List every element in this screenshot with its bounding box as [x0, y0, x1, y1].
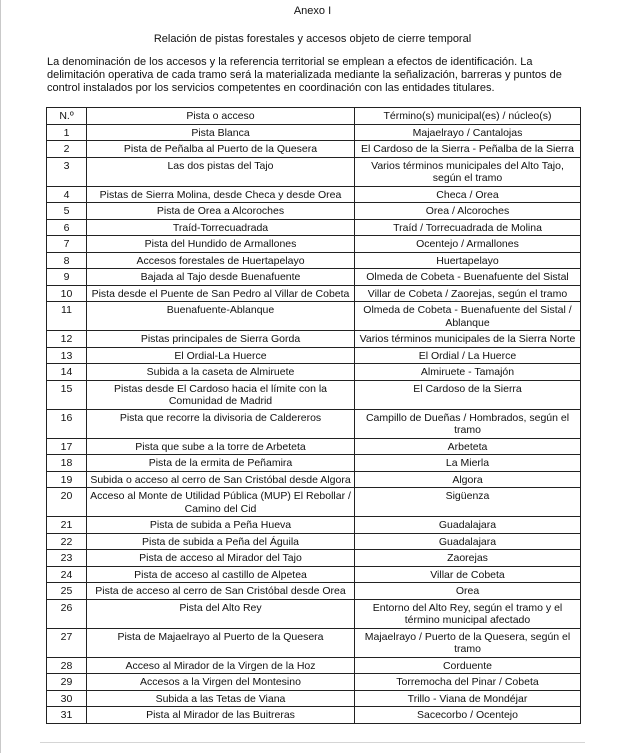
- road-name: Accesos forestales de Huertapelayo: [87, 252, 355, 269]
- municipality: Majaelrayo / Cantalojas: [355, 124, 581, 141]
- row-number: 1: [47, 124, 87, 141]
- road-name: Pista del Alto Rey: [87, 599, 355, 628]
- header-road: Pista o acceso: [87, 108, 355, 125]
- row-number: 24: [47, 566, 87, 583]
- municipality: El Ordial / La Huerce: [355, 347, 581, 364]
- row-number: 18: [47, 455, 87, 472]
- road-name: Pista que recorre la divisoria de Caldereros: [87, 409, 355, 438]
- table-row: [47, 566, 581, 583]
- row-number: 28: [47, 657, 87, 674]
- page-edge-line: [0, 0, 1, 753]
- table-row: [47, 236, 581, 253]
- row-number: 8: [47, 252, 87, 269]
- row-number: 25: [47, 583, 87, 600]
- row-number: 19: [47, 471, 87, 488]
- municipality: Guadalajara: [355, 533, 581, 550]
- table-row: [47, 203, 581, 220]
- table-row: [47, 657, 581, 674]
- table-row: [47, 302, 581, 331]
- municipality: Zaorejas: [355, 550, 581, 567]
- table-row: [47, 674, 581, 691]
- municipality: Ocentejo / Armallones: [355, 236, 581, 253]
- municipality: Orea: [355, 583, 581, 600]
- road-name: Pistas desde El Cardoso hacia el límite con la Comunidad de Madrid: [87, 380, 355, 409]
- municipality: Orea / Alcoroches: [355, 203, 581, 220]
- row-number: 31: [47, 707, 87, 724]
- municipality: Traíd / Torrecuadrada de Molina: [355, 219, 581, 236]
- table-row: [47, 141, 581, 158]
- row-number: 3: [47, 157, 87, 186]
- table-header-row: [47, 108, 581, 125]
- row-number: 7: [47, 236, 87, 253]
- municipality: Entorno del Alto Rey, según el tramo y el término municipal afectado: [355, 599, 581, 628]
- municipality: Algora: [355, 471, 581, 488]
- municipality: Olmeda de Cobeta - Buenafuente del Sistal: [355, 269, 581, 286]
- municipality: Varios términos municipales de la Sierra Norte: [355, 331, 581, 348]
- municipality: Campillo de Dueñas / Hombrados, según el tramo: [355, 409, 581, 438]
- footer-divider: [40, 742, 585, 743]
- municipality: Sacecorbo / Ocentejo: [355, 707, 581, 724]
- row-number: 2: [47, 141, 87, 158]
- header-municipality: Término(s) municipal(es) / núcleo(s): [355, 108, 581, 125]
- municipality: Trillo - Viana de Mondéjar: [355, 690, 581, 707]
- table-row: [47, 707, 581, 724]
- road-name: Buenafuente-Ablanque: [87, 302, 355, 331]
- table-row: [47, 690, 581, 707]
- row-number: 16: [47, 409, 87, 438]
- row-number: 5: [47, 203, 87, 220]
- municipality: Guadalajara: [355, 517, 581, 534]
- row-number: 14: [47, 364, 87, 381]
- row-number: 13: [47, 347, 87, 364]
- road-name: El Ordial-La Huerce: [87, 347, 355, 364]
- row-number: 29: [47, 674, 87, 691]
- municipality: Torremocha del Pinar / Cobeta: [355, 674, 581, 691]
- road-name: Pista de acceso al castillo de Alpetea: [87, 566, 355, 583]
- municipality: Varios términos municipales del Alto Tajo, según el tramo: [355, 157, 581, 186]
- row-number: 17: [47, 438, 87, 455]
- table-row: [47, 583, 581, 600]
- municipality: La Mierla: [355, 455, 581, 472]
- municipality: Checa / Orea: [355, 186, 581, 203]
- road-name: Pista que sube a la torre de Arbeteta: [87, 438, 355, 455]
- road-name: Subida a la caseta de Almiruete: [87, 364, 355, 381]
- road-name: Accesos a la Virgen del Montesino: [87, 674, 355, 691]
- road-name: Pista de Orea a Alcoroches: [87, 203, 355, 220]
- municipality: Villar de Cobeta: [355, 566, 581, 583]
- intro-paragraph: La denominación de los accesos y la referencia territorial se emplean a efectos de identificación. La delimitación operativa de cada tramo será la materializada mediante la señalización, barreras y puntos de control instalados por los servicios competentes en coordinación con las entidades titulares.: [47, 56, 562, 94]
- table-body: [47, 124, 581, 723]
- table-row: [47, 269, 581, 286]
- table-row: [47, 533, 581, 550]
- table-row: [47, 252, 581, 269]
- annex-label: Anexo I: [293, 5, 332, 17]
- road-name: Pista desde el Puente de San Pedro al Villar de Cobeta: [87, 285, 355, 302]
- table-row: [47, 628, 581, 657]
- road-name: Pista de subida a Peña del Águila: [87, 533, 355, 550]
- document-title: Relación de pistas forestales y accesos objeto de cierre temporal: [153, 33, 472, 45]
- municipality: Corduente: [355, 657, 581, 674]
- row-number: 9: [47, 269, 87, 286]
- municipality: Huertapelayo: [355, 252, 581, 269]
- table-row: [47, 380, 581, 409]
- table-row: [47, 550, 581, 567]
- municipality: Olmeda de Cobeta - Buenafuente del Sistal / Ablanque: [355, 302, 581, 331]
- table-row: [47, 347, 581, 364]
- road-name: Subida o acceso al cerro de San Cristóbal desde Algora: [87, 471, 355, 488]
- row-number: 20: [47, 488, 87, 517]
- road-name: Subida a las Tetas de Viana: [87, 690, 355, 707]
- row-number: 26: [47, 599, 87, 628]
- row-number: 6: [47, 219, 87, 236]
- road-name: Pista de Majaelrayo al Puerto de la Quesera: [87, 628, 355, 657]
- road-name: Pista de acceso al cerro de San Cristóbal desde Orea: [87, 583, 355, 600]
- row-number: 12: [47, 331, 87, 348]
- table-row: [47, 285, 581, 302]
- road-name: Traíd-Torrecuadrada: [87, 219, 355, 236]
- row-number: 21: [47, 517, 87, 534]
- table-row: [47, 124, 581, 141]
- municipality: Almiruete - Tamajón: [355, 364, 581, 381]
- table-row: [47, 157, 581, 186]
- row-number: 22: [47, 533, 87, 550]
- closures-table: [46, 107, 581, 724]
- road-name: Pistas principales de Sierra Gorda: [87, 331, 355, 348]
- municipality: Arbeteta: [355, 438, 581, 455]
- municipality: Villar de Cobeta / Zaorejas, según el tramo: [355, 285, 581, 302]
- row-number: 4: [47, 186, 87, 203]
- road-name: Pista de Peñalba al Puerto de la Quesera: [87, 141, 355, 158]
- table-row: [47, 438, 581, 455]
- municipality: Majaelrayo / Puerto de la Quesera, según el tramo: [355, 628, 581, 657]
- road-name: Bajada al Tajo desde Buenafuente: [87, 269, 355, 286]
- table-row: [47, 517, 581, 534]
- row-number: 11: [47, 302, 87, 331]
- row-number: 30: [47, 690, 87, 707]
- road-name: Pista Blanca: [87, 124, 355, 141]
- row-number: 10: [47, 285, 87, 302]
- road-name: Las dos pistas del Tajo: [87, 157, 355, 186]
- road-name: Pista de acceso al Mirador del Tajo: [87, 550, 355, 567]
- road-name: Acceso al Mirador de la Virgen de la Hoz: [87, 657, 355, 674]
- table-row: [47, 488, 581, 517]
- header-number: N.º: [47, 108, 87, 125]
- road-name: Acceso al Monte de Utilidad Pública (MUP) El Rebollar / Camino del Cid: [87, 488, 355, 517]
- row-number: 27: [47, 628, 87, 657]
- table-row: [47, 186, 581, 203]
- road-name: Pista al Mirador de las Buitreras: [87, 707, 355, 724]
- table-row: [47, 455, 581, 472]
- municipality: El Cardoso de la Sierra: [355, 380, 581, 409]
- table-row: [47, 409, 581, 438]
- table-row: [47, 471, 581, 488]
- road-name: Pista de subida a Peña Hueva: [87, 517, 355, 534]
- road-name: Pista de la ermita de Peñamira: [87, 455, 355, 472]
- table-row: [47, 331, 581, 348]
- municipality: Sigüenza: [355, 488, 581, 517]
- road-name: Pista del Hundido de Armallones: [87, 236, 355, 253]
- road-name: Pistas de Sierra Molina, desde Checa y desde Orea: [87, 186, 355, 203]
- table-row: [47, 364, 581, 381]
- row-number: 23: [47, 550, 87, 567]
- municipality: El Cardoso de la Sierra - Peñalba de la Sierra: [355, 141, 581, 158]
- row-number: 15: [47, 380, 87, 409]
- table-row: [47, 599, 581, 628]
- table-row: [47, 219, 581, 236]
